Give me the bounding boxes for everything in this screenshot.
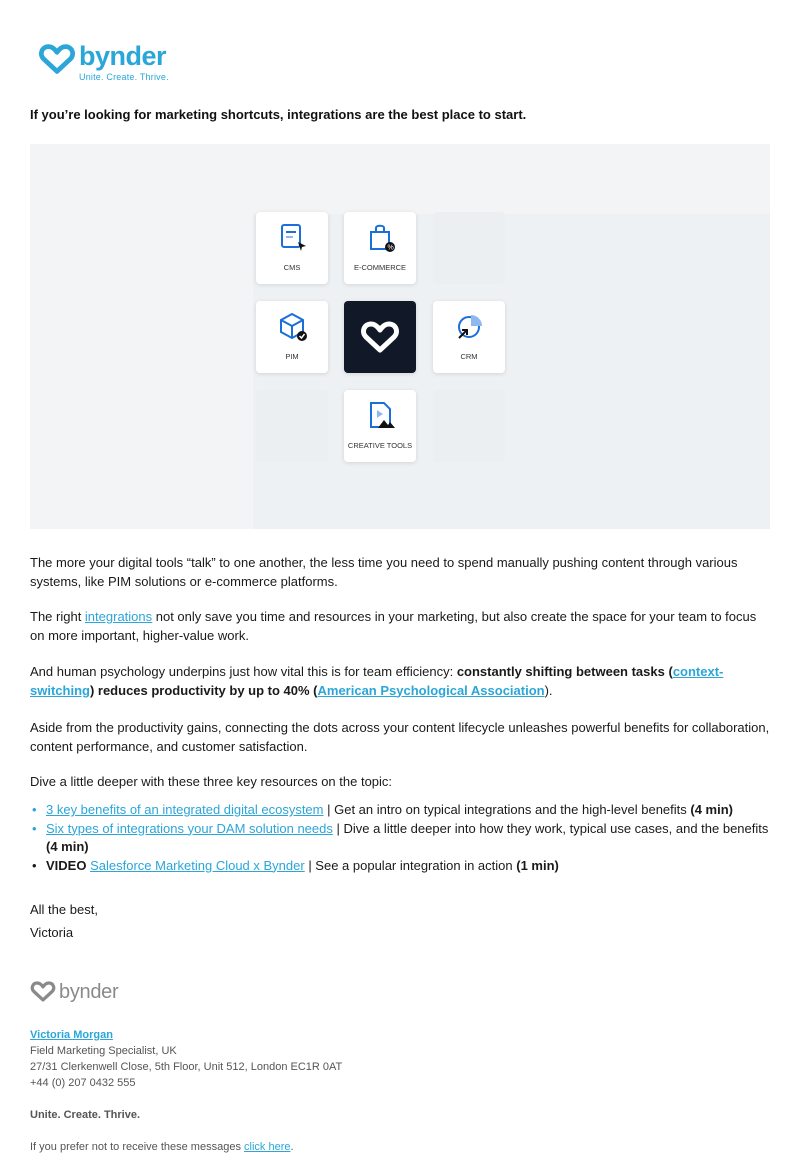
resource-link[interactable]: Six types of integrations your DAM solution needs: [46, 820, 333, 836]
paragraph-integrations: [30, 608, 770, 645]
hero-shade: [253, 214, 770, 529]
text: And human psychology underpins just how vital this is for team efficiency:: [30, 664, 457, 679]
paragraph-intro: The more your digital tools “talk” to one another, the less time you need to spend manually pushing content through various systems, like PIM solutions or e-commerce platforms.: [30, 555, 738, 589]
shopping-bag-icon: [366, 222, 396, 254]
closing: All the best,: [30, 902, 98, 917]
tile-cms: [256, 212, 328, 284]
logo-tagline: Unite. Create. Thrive.: [79, 72, 169, 82]
resource-time: (4 min): [690, 802, 734, 817]
tile-pim: [256, 301, 328, 373]
unsubscribe-link[interactable]: click here: [244, 1141, 291, 1153]
video-label: VIDEO: [46, 857, 87, 873]
tile-ecommerce-label: E-COMMERCE: [353, 263, 407, 272]
cube-check-icon: [278, 311, 308, 343]
list-item: [30, 857, 770, 876]
resource-desc: | Dive a little deeper into how they work, typical use cases, and the benefits: [332, 820, 769, 836]
tile-placeholder: [433, 212, 505, 284]
footer-wordmark: bynder: [59, 980, 119, 1003]
logo-wordmark: bynder: [79, 41, 167, 71]
text: .: [290, 1141, 294, 1153]
text: If you prefer not to receive these messages: [30, 1141, 245, 1153]
list-item: [30, 801, 770, 820]
sender-address: 27/31 Clerkenwell Close, 5th Floor, Unit 512, London EC1R 0AT: [30, 1061, 343, 1073]
resource-link[interactable]: Salesforce Marketing Cloud x Bynder: [90, 857, 305, 873]
apa-link[interactable]: American Psychological Association: [317, 682, 545, 698]
paragraph-psychology: [30, 663, 770, 700]
document-cursor-icon: [278, 222, 308, 254]
text: The right: [30, 609, 85, 624]
resource-link[interactable]: 3 key benefits of an integrated digital ecosystem: [46, 802, 324, 817]
resource-list: [30, 801, 770, 875]
svg-text:%: %: [387, 244, 394, 252]
sender-role: Field Marketing Specialist, UK: [30, 1045, 177, 1057]
footer-logo[interactable]: [30, 980, 118, 1003]
bynder-mark-icon: [30, 980, 56, 1003]
bynder-logo-icon: [360, 319, 400, 355]
resource-time: (1 min): [516, 857, 559, 873]
bold-text: constantly shifting between tasks (: [456, 664, 673, 679]
tile-ecommerce: [344, 212, 416, 284]
tile-crm: [433, 301, 505, 373]
email-headline: If you’re looking for marketing shortcuts, integrations are the best place to start.: [30, 107, 527, 122]
text: ).: [544, 682, 553, 698]
integrations-link[interactable]: integrations: [84, 609, 153, 624]
text: not only save you time and resources in your marketing, but also create the space for your team to focus on more important, higher-value work.: [30, 609, 757, 643]
tile-creative-tools: [344, 390, 416, 462]
list-item: [30, 820, 770, 857]
image-file-icon: [366, 400, 396, 432]
tile-crm-label: CRM: [460, 352, 478, 361]
tile-bynder: [344, 301, 416, 373]
resource-desc: | See a popular integration in action: [304, 857, 517, 873]
context-switching-link[interactable]: context-switching: [30, 664, 724, 698]
bold-text: ) reduces productivity by up to 40% (: [89, 682, 318, 698]
paragraph-resources-intro: Dive a little deeper with these three key resources on the topic:: [30, 774, 393, 789]
hero-image[interactable]: [30, 144, 770, 529]
resource-time: (4 min): [46, 839, 89, 854]
tile-creative-tools-label: CREATIVE TOOLS: [347, 441, 413, 450]
tile-cms-label: CMS: [283, 263, 301, 272]
footer-motto: Unite. Create. Thrive.: [30, 1109, 141, 1121]
unsubscribe-line: [30, 1139, 770, 1155]
resource-desc: | Get an intro on typical integrations and the high-level benefits: [323, 802, 691, 817]
sender-name: [30, 1027, 770, 1043]
paragraph-benefits: Aside from the productivity gains, connecting the dots across your content lifecycle unleashes powerful benefits for collaboration, content performance, and customer satisfaction.: [30, 720, 770, 754]
tile-placeholder: [433, 390, 505, 462]
sender-phone: +44 (0) 207 0432 555: [30, 1077, 136, 1089]
sender-name-link[interactable]: Victoria Morgan: [30, 1029, 113, 1041]
pie-chart-icon: [455, 311, 485, 343]
tile-pim-label: PIM: [285, 352, 299, 361]
tile-placeholder: [256, 390, 328, 462]
signoff-name: Victoria: [30, 925, 74, 940]
bynder-mark-icon: [38, 42, 76, 76]
bynder-logo[interactable]: [38, 42, 169, 82]
